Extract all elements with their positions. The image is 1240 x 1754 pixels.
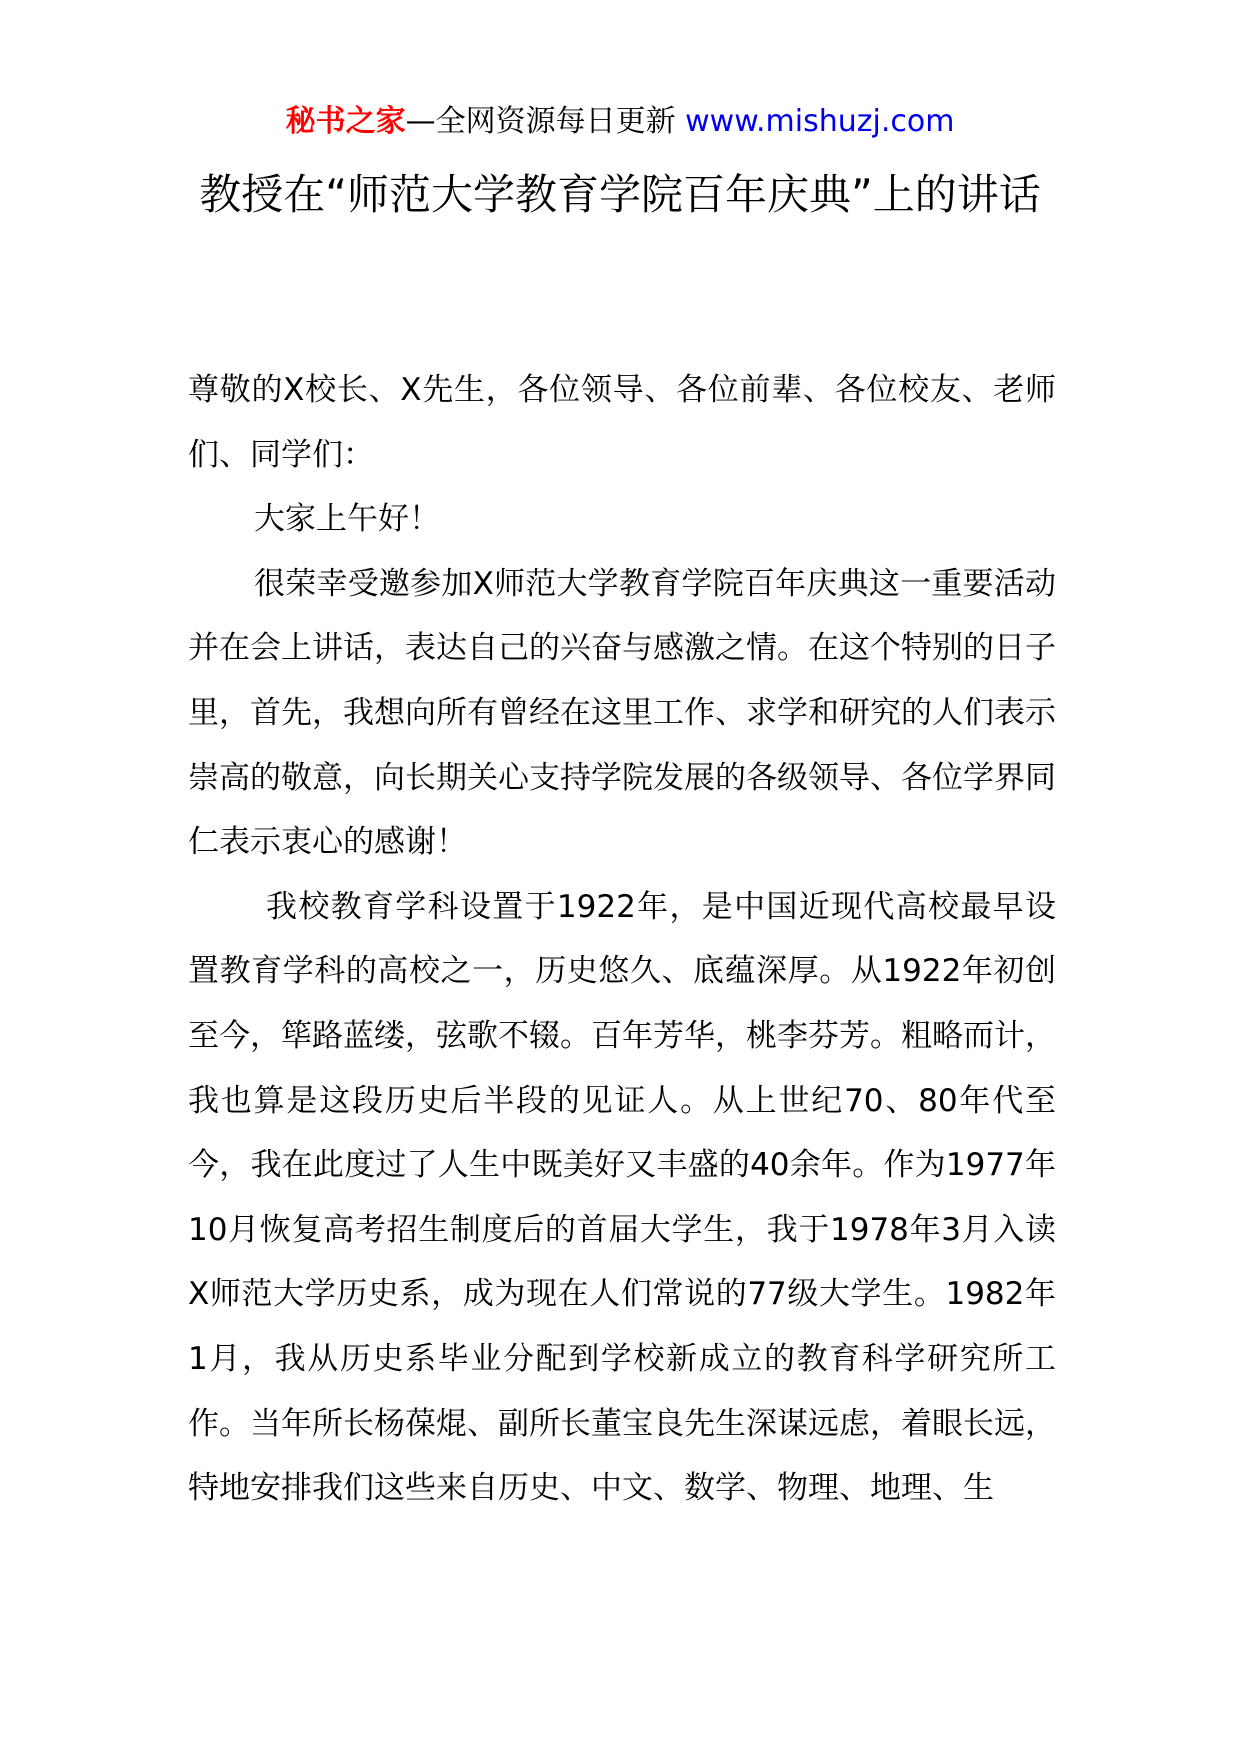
greeting: 大家上午好！ <box>254 501 440 538</box>
document-title: 教授在“师范大学教育学院百年庆典”上的讲话 <box>199 170 1041 219</box>
document-body <box>188 358 1056 1521</box>
paragraph-2: 我校教育学科设置于1922年，是中国近现代高校最早设置教育学科的高校之一，历史悠久、底蕴深厚。从1922年初创至今，筚路蓝缕，弦歌不辍。百年芳华，桃李芬芳。粗略而计，我也算是这段历史后半段的见证人。从上世纪70、80年代至今，我在此度过了人生中既美好又丰盛的40余年。作为1977年10月恢复高考招生制度后的首届大学生，我于1978年3月入读X师范大学历史系，成为现在人们常说的77级大学生。1982年1月，我从历史系毕业分配到学校新成立的教育科学研究所工作。当年所长杨葆焜、副所长董宝良先生深谋远虑，着眼长远，特地安排我们这些来自历史、中文、数学、物理、地理、生 <box>188 888 1056 1507</box>
paragraph-1: 很荣幸受邀参加X师范大学教育学院百年庆典这一重要活动并在会上讲话，表达自己的兴奋与感激之情。在这个特别的日子里，首先，我想向所有曾经在这里工作、求学和研究的人们表示崇高的敬意，向长期关心支持学院发展的各级领导、各位学界同仁表示衷心的感谢！ <box>188 565 1056 861</box>
salutation: 尊敬的X校长、X先生，各位领导、各位前辈、各位校友、老师们、同学们： <box>188 372 1056 473</box>
site-tagline: —全网资源每日更新 <box>405 104 686 139</box>
site-header <box>0 100 1240 144</box>
site-brand: 秘书之家 <box>285 104 406 139</box>
site-url-link[interactable]: www.mishuzj.com <box>685 104 955 139</box>
